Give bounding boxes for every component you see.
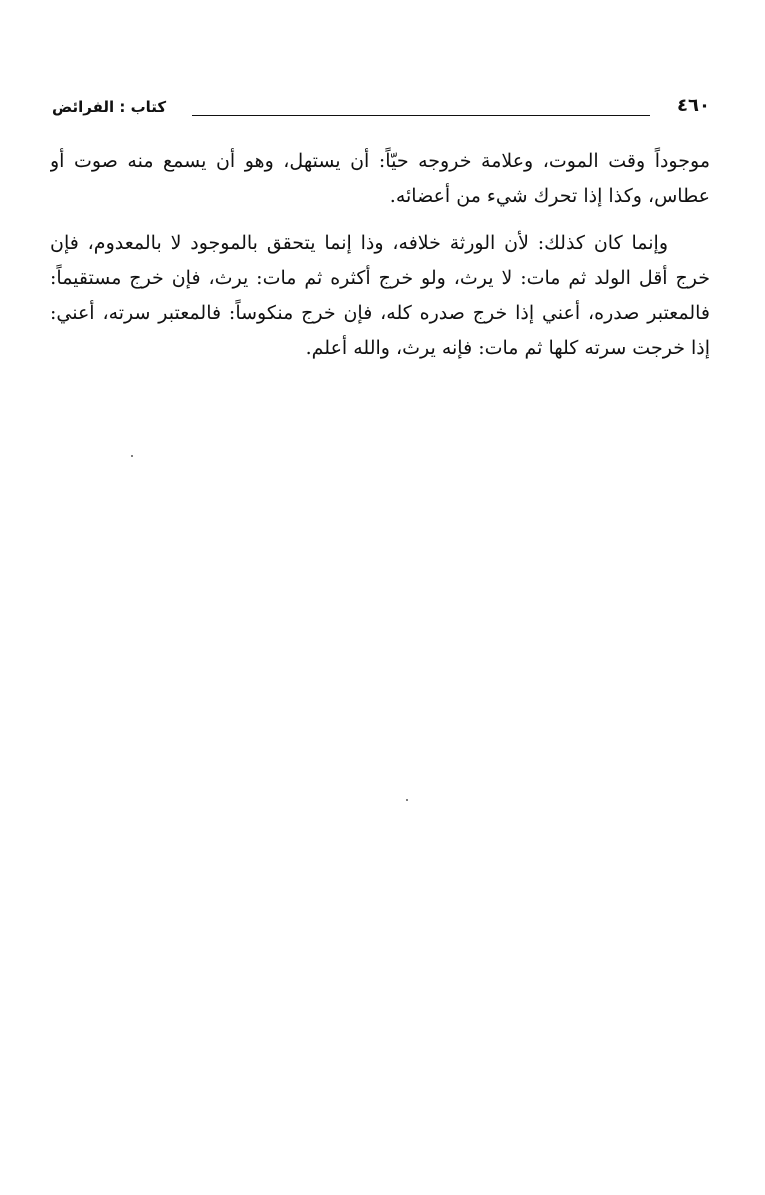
running-head: كتاب : الفرائض (52, 98, 167, 116)
body-text (50, 144, 710, 366)
scan-speck (131, 455, 133, 457)
text-line: موجوداً وقت الموت، وعلامة خروجه حيّاً: أن يستهل، وهو أن يسمع منه صوت أو (50, 150, 710, 172)
paragraph (50, 226, 710, 366)
text-line: خرج أقل الولد ثم مات: لا يرث، ولو خرج أكثره ثم مات: يرث، فإن خرج مستقيماً: (50, 267, 710, 289)
header-rule (192, 115, 650, 116)
page-header (52, 95, 710, 119)
text-line: وإنما كان كذلك: لأن الورثة خلافه، وذا إنما يتحقق بالموجود لا بالمعدوم، فإن (50, 232, 668, 254)
paragraph (50, 144, 710, 214)
scan-speck (406, 799, 408, 801)
text-line: إذا خرجت سرته كلها ثم مات: فإنه يرث، والله أعلم. (305, 337, 710, 359)
text-line: عطاس، وكذا إذا تحرك شيء من أعضائه. (389, 185, 710, 207)
page-number: ٤٦٠ (677, 95, 710, 116)
text-line: فالمعتبر صدره، أعني إذا خرج صدره كله، فإن خرج منكوساً: فالمعتبر سرته، أعني: (50, 302, 710, 324)
